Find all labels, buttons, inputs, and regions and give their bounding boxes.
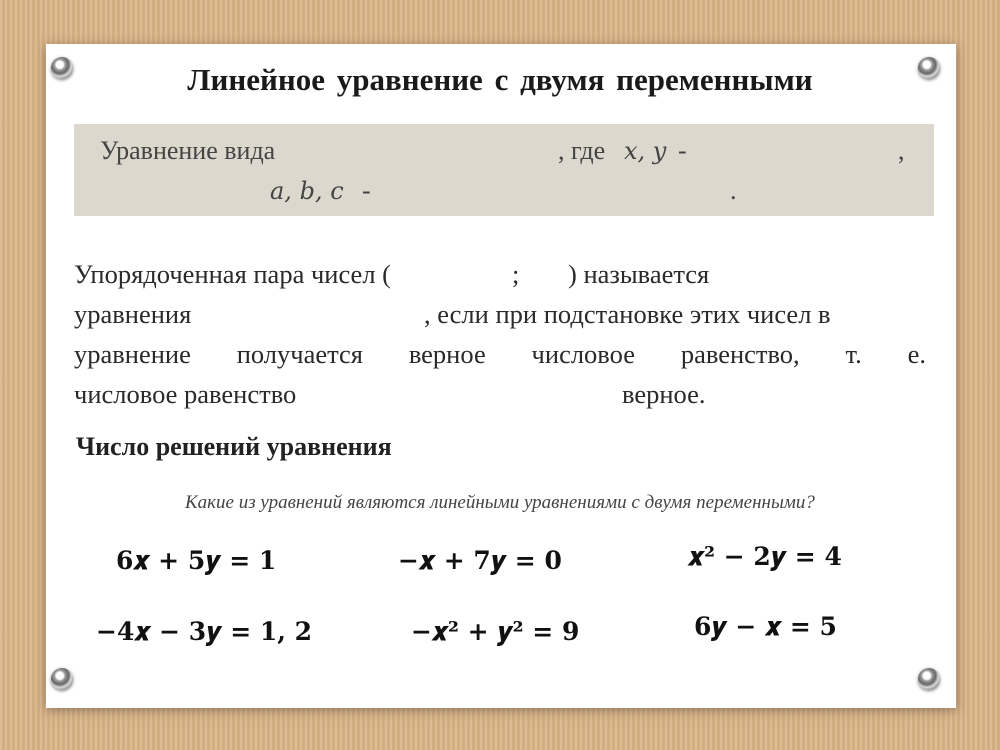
definition-vars-xy: x, y: [624, 137, 667, 165]
pin-icon: [918, 668, 940, 690]
paragraph-line3: уравнение получается верное числовое равенство, т. е.: [74, 339, 926, 369]
definition-where: , где: [558, 136, 606, 165]
definition-vars-abc: a, b, c: [270, 177, 344, 205]
equation: 6𝒙 + 5𝒚 = 1: [116, 546, 277, 575]
equation: −𝒙 + 7𝒚 = 0: [398, 546, 562, 575]
equation: 6𝒚 − 𝒙 = 5: [694, 612, 837, 641]
equation: −4𝒙 − 3𝒚 = 1, 2: [96, 617, 313, 646]
paragraph-line4-end: верное.: [622, 379, 706, 409]
section-heading: Число решений уравнения: [76, 432, 392, 461]
paragraph-line1-end: ) называется: [568, 259, 710, 289]
definition-dash: -: [678, 136, 687, 165]
equation: 𝒙² − 2𝒚 = 4: [688, 542, 842, 571]
definition-dash: -: [362, 176, 371, 205]
paragraph-line1-start: Упорядоченная пара чисел (: [74, 259, 391, 289]
slide-title: Линейное уравнение с двумя переменными: [187, 62, 813, 97]
paragraph-line1-semicolon: ;: [512, 259, 520, 289]
paragraph-line2-end: , если при подстановке этих чисел в: [424, 299, 831, 329]
definition-comma: ,: [898, 136, 905, 165]
paragraph-line2-start: уравнения: [74, 299, 192, 329]
definition-period: .: [730, 176, 737, 205]
definition-text-start: Уравнение вида: [100, 136, 276, 165]
equation: −𝒙² + 𝒚² = 9: [411, 617, 580, 646]
paragraph-line4-start: числовое равенство: [74, 379, 297, 409]
question-text: Какие из уравнений являются линейными уравнениями с двумя переменными?: [185, 492, 815, 513]
solution-paragraph: [74, 254, 926, 414]
definition-box: [74, 124, 934, 216]
pin-icon: [51, 668, 73, 690]
